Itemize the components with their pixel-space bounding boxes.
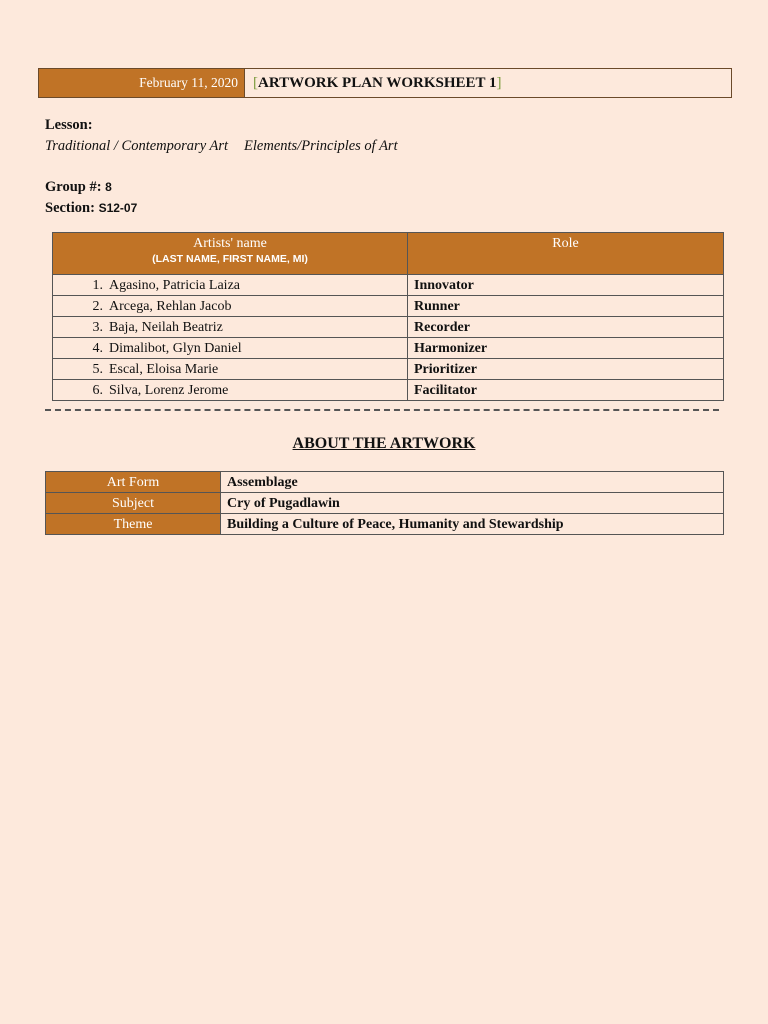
artwork-table (45, 471, 724, 535)
table-row (53, 296, 724, 317)
worksheet-header (38, 68, 732, 98)
artist-name-cell (53, 380, 408, 401)
table-row (53, 380, 724, 401)
bracket-open: [ (253, 75, 258, 91)
lesson-text-1: Traditional / Contemporary Art (45, 138, 229, 154)
artist-name: Dimalibot, Glyn Daniel (109, 340, 242, 356)
group-label: Group #: (45, 179, 102, 195)
artwork-value: Cry of Pugadlawin (221, 493, 724, 514)
row-number: 1. (92, 277, 103, 293)
artist-role: Runner (408, 296, 724, 317)
artist-name-cell (53, 275, 408, 296)
row-number: 2. (92, 298, 103, 314)
table-row (46, 472, 724, 493)
header-title (245, 69, 731, 97)
artist-name: Silva, Lorenz Jerome (109, 382, 229, 398)
artist-role: Innovator (408, 275, 724, 296)
artist-role: Facilitator (408, 380, 724, 401)
table-row (53, 275, 724, 296)
artist-name-cell (53, 296, 408, 317)
table-row (53, 359, 724, 380)
artists-table (52, 232, 724, 401)
header-date: February 11, 2020 (39, 69, 245, 97)
artwork-label: Theme (46, 514, 221, 535)
artist-name-cell (53, 359, 408, 380)
table-row (46, 514, 724, 535)
artist-name: Arcega, Rehlan Jacob (109, 298, 232, 314)
row-number: 3. (92, 319, 103, 335)
lesson-label: Lesson: (45, 117, 93, 133)
artists-table-header (53, 233, 724, 275)
lesson-text-2: Elements/Principles of Art (244, 138, 398, 154)
role-header: Role (408, 233, 724, 275)
group-value: 8 (105, 180, 112, 194)
artist-name: Agasino, Patricia Laiza (109, 277, 241, 293)
artist-name-cell (53, 317, 408, 338)
table-row (46, 493, 724, 514)
artists-name-header-label: Artists' name (193, 236, 267, 251)
row-number: 6. (92, 382, 103, 398)
artist-name-cell (53, 338, 408, 359)
artist-role: Harmonizer (408, 338, 724, 359)
section-value: S12-07 (98, 201, 138, 215)
table-row (53, 317, 724, 338)
artwork-label: Subject (46, 493, 221, 514)
about-artwork-title: ABOUT THE ARTWORK (292, 435, 476, 452)
artist-name: Baja, Neilah Beatriz (109, 319, 223, 335)
table-row (53, 338, 724, 359)
header-title-text: ARTWORK PLAN WORKSHEET 1 (258, 75, 497, 91)
group-line (45, 179, 112, 196)
artists-name-header-sub: (LAST NAME, FIRST NAME, MI) (152, 253, 308, 265)
artwork-label: Art Form (46, 472, 221, 493)
artist-name: Escal, Eloisa Marie (109, 361, 219, 377)
artist-role: Prioritizer (408, 359, 724, 380)
lesson-text (45, 138, 398, 155)
row-number: 4. (92, 340, 103, 356)
row-number: 5. (92, 361, 103, 377)
artwork-value: Assemblage (221, 472, 724, 493)
section-line (45, 200, 137, 217)
bracket-close: ] (496, 75, 502, 91)
dashed-divider (45, 409, 719, 411)
artist-role: Recorder (408, 317, 724, 338)
artwork-value: Building a Culture of Peace, Humanity and Stewardship (221, 514, 724, 535)
section-label: Section: (45, 200, 95, 216)
artists-name-header (53, 233, 408, 275)
